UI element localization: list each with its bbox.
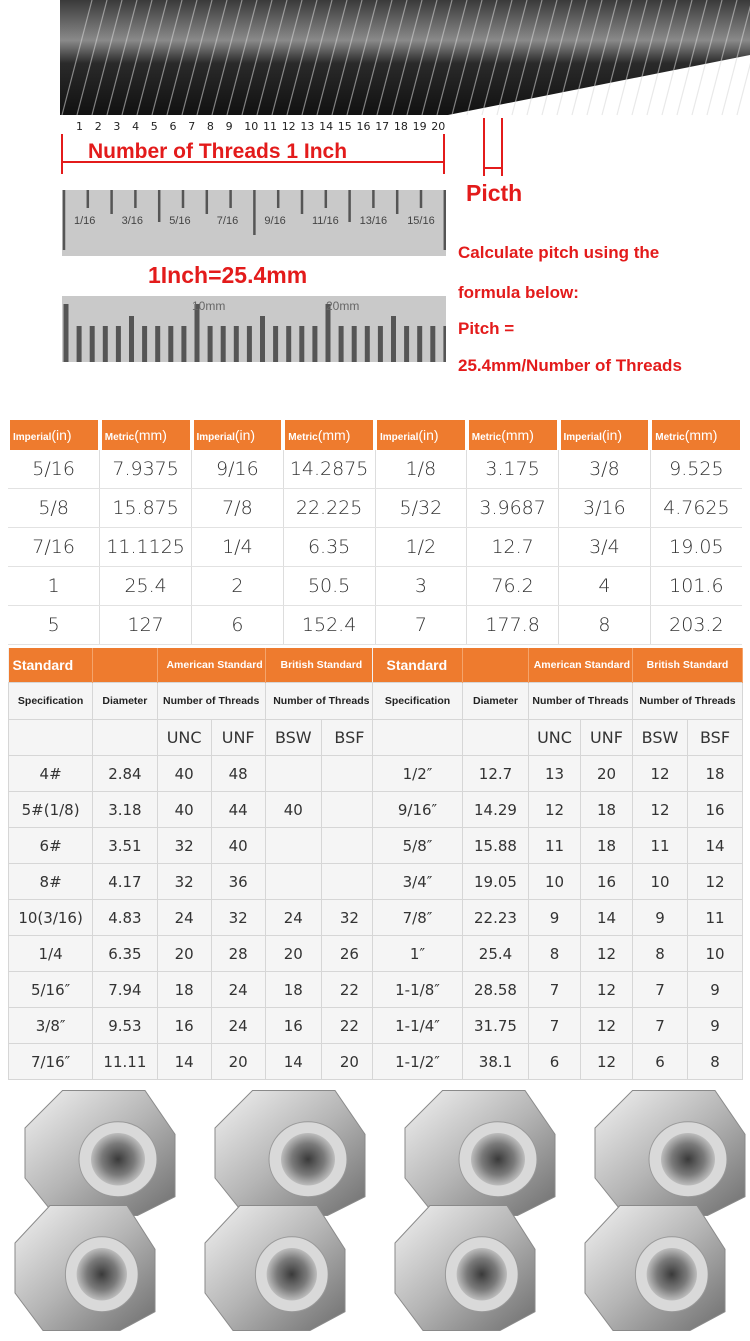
diameter-cell: 25.4 (463, 936, 529, 972)
thread-spec-row (9, 756, 378, 792)
inch-fraction-label: 3/16 (121, 215, 144, 227)
thread-number: 20 (431, 120, 446, 133)
specification-cell: 1/4 (9, 936, 93, 972)
specification-cell: 5#(1/8) (9, 792, 93, 828)
thread-number: 13 (300, 120, 315, 133)
imperial-value: 9/16 (192, 450, 284, 489)
bsf-count-cell: 14 (688, 828, 743, 864)
diameter-cell: 7.94 (93, 972, 157, 1008)
specification-cell: 1″ (373, 936, 463, 972)
bsf-count-cell (321, 792, 377, 828)
unc-count-cell: 16 (157, 1008, 211, 1044)
conversion-header-row (8, 420, 742, 450)
bsw-count-cell: 7 (633, 972, 688, 1008)
metric-value: 4.7625 (650, 489, 742, 528)
specification-cell: 3/8″ (9, 1008, 93, 1044)
header-text: Metric (288, 432, 318, 443)
unf-count-cell: 14 (581, 900, 633, 936)
header-unit: (mm) (501, 427, 534, 443)
imperial-header (8, 420, 100, 450)
imperial-header (192, 420, 284, 450)
diameter-cell: 4.17 (93, 864, 157, 900)
diameter-header: Diameter (93, 683, 157, 720)
diameter-cell: 38.1 (463, 1044, 529, 1080)
unf-count-cell: 44 (211, 792, 265, 828)
thread-number: 8 (206, 120, 214, 133)
code-bsf: BSF (688, 720, 743, 756)
formula-line-1: Calculate pitch using the (458, 243, 660, 262)
unc-count-cell: 14 (157, 1044, 211, 1080)
header-text: Metric (655, 432, 685, 443)
header-text: Metric (471, 432, 502, 443)
bsw-count-cell: 10 (633, 864, 688, 900)
imperial-value: 5/8 (8, 489, 100, 528)
imperial-header (375, 420, 467, 450)
unc-count-cell: 11 (529, 828, 581, 864)
mm-label: 20mm (326, 299, 360, 313)
hex-coupling-nut (405, 1091, 555, 1216)
inch-fraction-label: 9/16 (264, 215, 286, 227)
metric-value: 76.2 (467, 567, 559, 606)
coupling-nuts-photo (0, 1078, 750, 1341)
bsw-count-cell (265, 864, 321, 900)
unc-count-cell: 8 (529, 936, 581, 972)
unf-count-cell: 12 (581, 936, 633, 972)
metric-value: 127 (100, 606, 192, 645)
specification-cell: 1/2″ (373, 756, 463, 792)
bsf-count-cell: 22 (321, 1008, 377, 1044)
inch-equation: 1Inch=25.4mm (148, 262, 308, 288)
thread-standard-table-left (8, 648, 378, 1080)
british-standard-header: British Standard (633, 648, 743, 683)
imperial-value: 3/8 (559, 450, 651, 489)
thread-spec-row (9, 972, 378, 1008)
specification-cell: 1-1/8″ (373, 972, 463, 1008)
header-spacer (93, 648, 157, 683)
bsw-count-cell: 12 (633, 792, 688, 828)
unc-count-cell: 13 (529, 756, 581, 792)
imperial-value: 5 (8, 606, 100, 645)
bsf-count-cell (321, 756, 377, 792)
bsf-count-cell: 16 (688, 792, 743, 828)
metric-value: 152.4 (283, 606, 375, 645)
code-spacer (9, 720, 93, 756)
bsf-count-cell: 11 (688, 900, 743, 936)
thread-number: 17 (375, 120, 390, 133)
pitch-bracket (480, 118, 510, 178)
conversion-row (8, 489, 742, 528)
unc-count-cell: 7 (529, 972, 581, 1008)
metric-value: 15.875 (100, 489, 192, 528)
code-bsf: BSF (321, 720, 377, 756)
code-spacer (373, 720, 463, 756)
mm-ruler (62, 296, 446, 362)
unc-count-cell: 10 (529, 864, 581, 900)
imperial-metric-table (8, 420, 742, 645)
diameter-cell: 9.53 (93, 1008, 157, 1044)
unf-count-cell: 28 (211, 936, 265, 972)
bsw-count-cell: 20 (265, 936, 321, 972)
header-text: Imperial (563, 432, 602, 443)
unc-count-cell: 18 (157, 972, 211, 1008)
specification-header: Specification (373, 683, 463, 720)
thread-number: 19 (412, 120, 427, 133)
header-text: Imperial (196, 432, 235, 443)
thread-number: 14 (319, 120, 334, 133)
hex-coupling-nut (205, 1206, 345, 1331)
hex-coupling-nut (585, 1206, 725, 1331)
hex-coupling-nut (15, 1206, 155, 1331)
formula-line-3: Pitch = (458, 319, 515, 338)
thread-number: 6 (169, 120, 177, 133)
unc-count-cell: 24 (157, 900, 211, 936)
header-text: Imperial (13, 432, 52, 443)
specification-cell: 4# (9, 756, 93, 792)
thread-number: 18 (393, 120, 408, 133)
inch-fraction-label: 1/16 (74, 215, 96, 227)
bsw-count-cell: 8 (633, 936, 688, 972)
imperial-value: 2 (192, 567, 284, 606)
standard-header: Standard (9, 648, 93, 683)
threaded-rod-image (0, 0, 750, 120)
diameter-cell: 31.75 (463, 1008, 529, 1044)
thread-number: 5 (150, 120, 158, 133)
unc-count-cell: 32 (157, 828, 211, 864)
code-unc: UNC (529, 720, 581, 756)
threads-header-british: Number of Threads (265, 683, 377, 720)
bsf-count-cell: 32 (321, 900, 377, 936)
metric-value: 50.5 (283, 567, 375, 606)
diameter-cell: 12.7 (463, 756, 529, 792)
thread-spec-row (373, 756, 743, 792)
bsw-count-cell: 24 (265, 900, 321, 936)
thread-number: 7 (188, 120, 196, 133)
bsw-count-cell (265, 828, 321, 864)
bsf-count-cell: 20 (321, 1044, 377, 1080)
unc-count-cell: 20 (157, 936, 211, 972)
unf-count-cell: 18 (581, 792, 633, 828)
imperial-value: 4 (559, 567, 651, 606)
metric-value: 3.9687 (467, 489, 559, 528)
imperial-value: 1/8 (375, 450, 467, 489)
specification-cell: 7/8″ (373, 900, 463, 936)
specification-header: Specification (9, 683, 93, 720)
metric-value: 203.2 (650, 606, 742, 645)
diameter-header: Diameter (463, 683, 529, 720)
code-spacer (463, 720, 529, 756)
diameter-cell: 22.23 (463, 900, 529, 936)
unf-count-cell: 12 (581, 972, 633, 1008)
bsw-count-cell: 14 (265, 1044, 321, 1080)
specification-cell: 1-1/4″ (373, 1008, 463, 1044)
diameter-cell: 2.84 (93, 756, 157, 792)
formula-line-2: formula below: (458, 283, 579, 302)
header-unit: (in) (234, 427, 256, 443)
threads-per-inch-label: Number of Threads 1 Inch (88, 140, 348, 163)
mm-label: 10mm (192, 299, 226, 313)
metric-value: 22.225 (283, 489, 375, 528)
specification-cell: 5/8″ (373, 828, 463, 864)
bsw-count-cell: 6 (633, 1044, 688, 1080)
conversion-row (8, 567, 742, 606)
standard-header-row (9, 648, 378, 683)
code-unc: UNC (157, 720, 211, 756)
specification-cell: 9/16″ (373, 792, 463, 828)
diameter-cell: 19.05 (463, 864, 529, 900)
pitch-label: Picth (466, 180, 523, 206)
code-bsw: BSW (633, 720, 688, 756)
hex-coupling-nut (395, 1206, 535, 1331)
bsf-count-cell (321, 828, 377, 864)
metric-header (650, 420, 742, 450)
header-unit: (mm) (684, 427, 718, 443)
unf-count-cell: 20 (581, 756, 633, 792)
metric-value: 101.6 (650, 567, 742, 606)
thread-spec-row (373, 900, 743, 936)
thread-spec-row (373, 828, 743, 864)
thread-spec-row (373, 1044, 743, 1080)
metric-value: 7.9375 (100, 450, 192, 489)
formula-line-4: 25.4mm/Number of Threads (458, 356, 682, 375)
imperial-value: 3/4 (559, 528, 651, 567)
bsw-count-cell: 7 (633, 1008, 688, 1044)
imperial-value: 7/16 (8, 528, 100, 567)
code-spacer (93, 720, 157, 756)
diameter-cell: 11.11 (93, 1044, 157, 1080)
bsf-count-cell: 8 (688, 1044, 743, 1080)
header-unit: (mm) (317, 427, 351, 443)
code-row (373, 720, 743, 756)
bsw-count-cell: 16 (265, 1008, 321, 1044)
thread-number: 10 (244, 120, 259, 133)
unf-count-cell: 24 (211, 1008, 265, 1044)
code-bsw: BSW (265, 720, 321, 756)
imperial-value: 7 (375, 606, 467, 645)
inch-fraction-label: 13/16 (359, 215, 388, 227)
unf-count-cell: 12 (581, 1008, 633, 1044)
hex-coupling-nut (25, 1091, 175, 1216)
thread-spec-row (373, 1008, 743, 1044)
bsf-count-cell: 9 (688, 972, 743, 1008)
standard-header: Standard (373, 648, 463, 683)
metric-value: 11.1125 (100, 528, 192, 567)
unf-count-cell: 32 (211, 900, 265, 936)
bsf-count-cell: 22 (321, 972, 377, 1008)
diameter-cell: 6.35 (93, 936, 157, 972)
metric-value: 9.525 (650, 450, 742, 489)
imperial-value: 7/8 (192, 489, 284, 528)
thread-number: 1 (76, 120, 83, 133)
bsw-count-cell: 9 (633, 900, 688, 936)
diameter-cell: 15.88 (463, 828, 529, 864)
thread-number: 12 (281, 120, 296, 133)
specification-cell: 10(3/16) (9, 900, 93, 936)
unf-count-cell: 40 (211, 828, 265, 864)
subheader-row (9, 683, 378, 720)
thread-spec-row (373, 864, 743, 900)
metric-header (100, 420, 192, 450)
diameter-cell: 3.18 (93, 792, 157, 828)
metric-header (283, 420, 375, 450)
thread-number: 4 (132, 120, 140, 133)
threads-header-american: Number of Threads (529, 683, 633, 720)
thread-number: 9 (225, 120, 233, 133)
specification-cell: 6# (9, 828, 93, 864)
diameter-cell: 3.51 (93, 828, 157, 864)
unc-count-cell: 7 (529, 1008, 581, 1044)
unf-count-cell: 36 (211, 864, 265, 900)
unc-count-cell: 40 (157, 792, 211, 828)
thread-spec-row (9, 900, 378, 936)
bsf-count-cell: 9 (688, 1008, 743, 1044)
diameter-cell: 14.29 (463, 792, 529, 828)
thread-standard-table-right (372, 648, 743, 1080)
subheader-row (373, 683, 743, 720)
imperial-header (559, 420, 651, 450)
bsw-count-cell: 18 (265, 972, 321, 1008)
imperial-value: 5/16 (8, 450, 100, 489)
standard-header-row (373, 648, 743, 683)
unc-count-cell: 12 (529, 792, 581, 828)
unf-count-cell: 20 (211, 1044, 265, 1080)
header-unit: (mm) (134, 427, 167, 443)
hex-coupling-nut (595, 1091, 745, 1216)
imperial-value: 1/4 (192, 528, 284, 567)
metric-value: 177.8 (467, 606, 559, 645)
bsf-count-cell: 18 (688, 756, 743, 792)
inch-ruler (62, 190, 446, 256)
conversion-row (8, 606, 742, 645)
unc-count-cell: 32 (157, 864, 211, 900)
metric-value: 12.7 (467, 528, 559, 567)
specification-cell: 8# (9, 864, 93, 900)
header-unit: (in) (418, 427, 439, 443)
unf-count-cell: 12 (581, 1044, 633, 1080)
thread-number: 2 (94, 120, 102, 133)
diameter-cell: 4.83 (93, 900, 157, 936)
imperial-value: 1/2 (375, 528, 467, 567)
american-standard-header: American Standard (529, 648, 633, 683)
bsf-count-cell: 26 (321, 936, 377, 972)
code-row (9, 720, 378, 756)
thread-spec-row (373, 936, 743, 972)
inch-fraction-label: 15/16 (407, 215, 435, 227)
unf-count-cell: 16 (581, 864, 633, 900)
header-unit: (in) (51, 427, 72, 443)
thread-spec-row (9, 792, 378, 828)
thread-spec-row (373, 972, 743, 1008)
thread-number: 16 (356, 120, 371, 133)
unc-count-cell: 9 (529, 900, 581, 936)
unf-count-cell: 18 (581, 828, 633, 864)
metric-value: 25.4 (100, 567, 192, 606)
bsw-count-cell (265, 756, 321, 792)
imperial-value: 3/16 (559, 489, 651, 528)
british-standard-header: British Standard (265, 648, 377, 683)
american-standard-header: American Standard (157, 648, 265, 683)
header-spacer (463, 648, 529, 683)
bsw-count-cell: 40 (265, 792, 321, 828)
code-unf: UNF (581, 720, 633, 756)
metric-value: 6.35 (283, 528, 375, 567)
imperial-value: 3 (375, 567, 467, 606)
thread-number: 11 (263, 120, 277, 133)
specification-cell: 5/16″ (9, 972, 93, 1008)
header-text: Metric (104, 432, 135, 443)
bsf-count-cell: 12 (688, 864, 743, 900)
diameter-cell: 28.58 (463, 972, 529, 1008)
thread-spec-row (9, 864, 378, 900)
header-unit: (in) (601, 427, 623, 443)
inch-fraction-label: 11/16 (312, 215, 339, 227)
thread-number: 3 (113, 120, 121, 133)
bsw-count-cell: 12 (633, 756, 688, 792)
inch-fraction-label: 5/16 (169, 215, 191, 227)
header-text: Imperial (380, 432, 419, 443)
unf-count-cell: 48 (211, 756, 265, 792)
imperial-value: 6 (192, 606, 284, 645)
metric-header (467, 420, 559, 450)
imperial-value: 1 (8, 567, 100, 606)
metric-value: 19.05 (650, 528, 742, 567)
thread-spec-row (9, 936, 378, 972)
thread-spec-row (9, 1044, 378, 1080)
metric-value: 14.2875 (283, 450, 375, 489)
specification-cell: 7/16″ (9, 1044, 93, 1080)
metric-value: 3.175 (467, 450, 559, 489)
inch-fraction-label: 7/16 (216, 215, 239, 227)
bsw-count-cell: 11 (633, 828, 688, 864)
bsf-count-cell (321, 864, 377, 900)
unc-count-cell: 6 (529, 1044, 581, 1080)
imperial-value: 5/32 (375, 489, 467, 528)
threads-header-american: Number of Threads (157, 683, 265, 720)
conversion-row (8, 528, 742, 567)
thread-number: 15 (337, 120, 352, 133)
specification-cell: 3/4″ (373, 864, 463, 900)
threads-header-british: Number of Threads (633, 683, 743, 720)
thread-spec-row (373, 792, 743, 828)
thread-spec-row (9, 828, 378, 864)
code-unf: UNF (211, 720, 265, 756)
unf-count-cell: 24 (211, 972, 265, 1008)
specification-cell: 1-1/2″ (373, 1044, 463, 1080)
hex-coupling-nut (215, 1091, 365, 1216)
conversion-row (8, 450, 742, 489)
unc-count-cell: 40 (157, 756, 211, 792)
bsf-count-cell: 10 (688, 936, 743, 972)
thread-spec-row (9, 1008, 378, 1044)
imperial-value: 8 (559, 606, 651, 645)
